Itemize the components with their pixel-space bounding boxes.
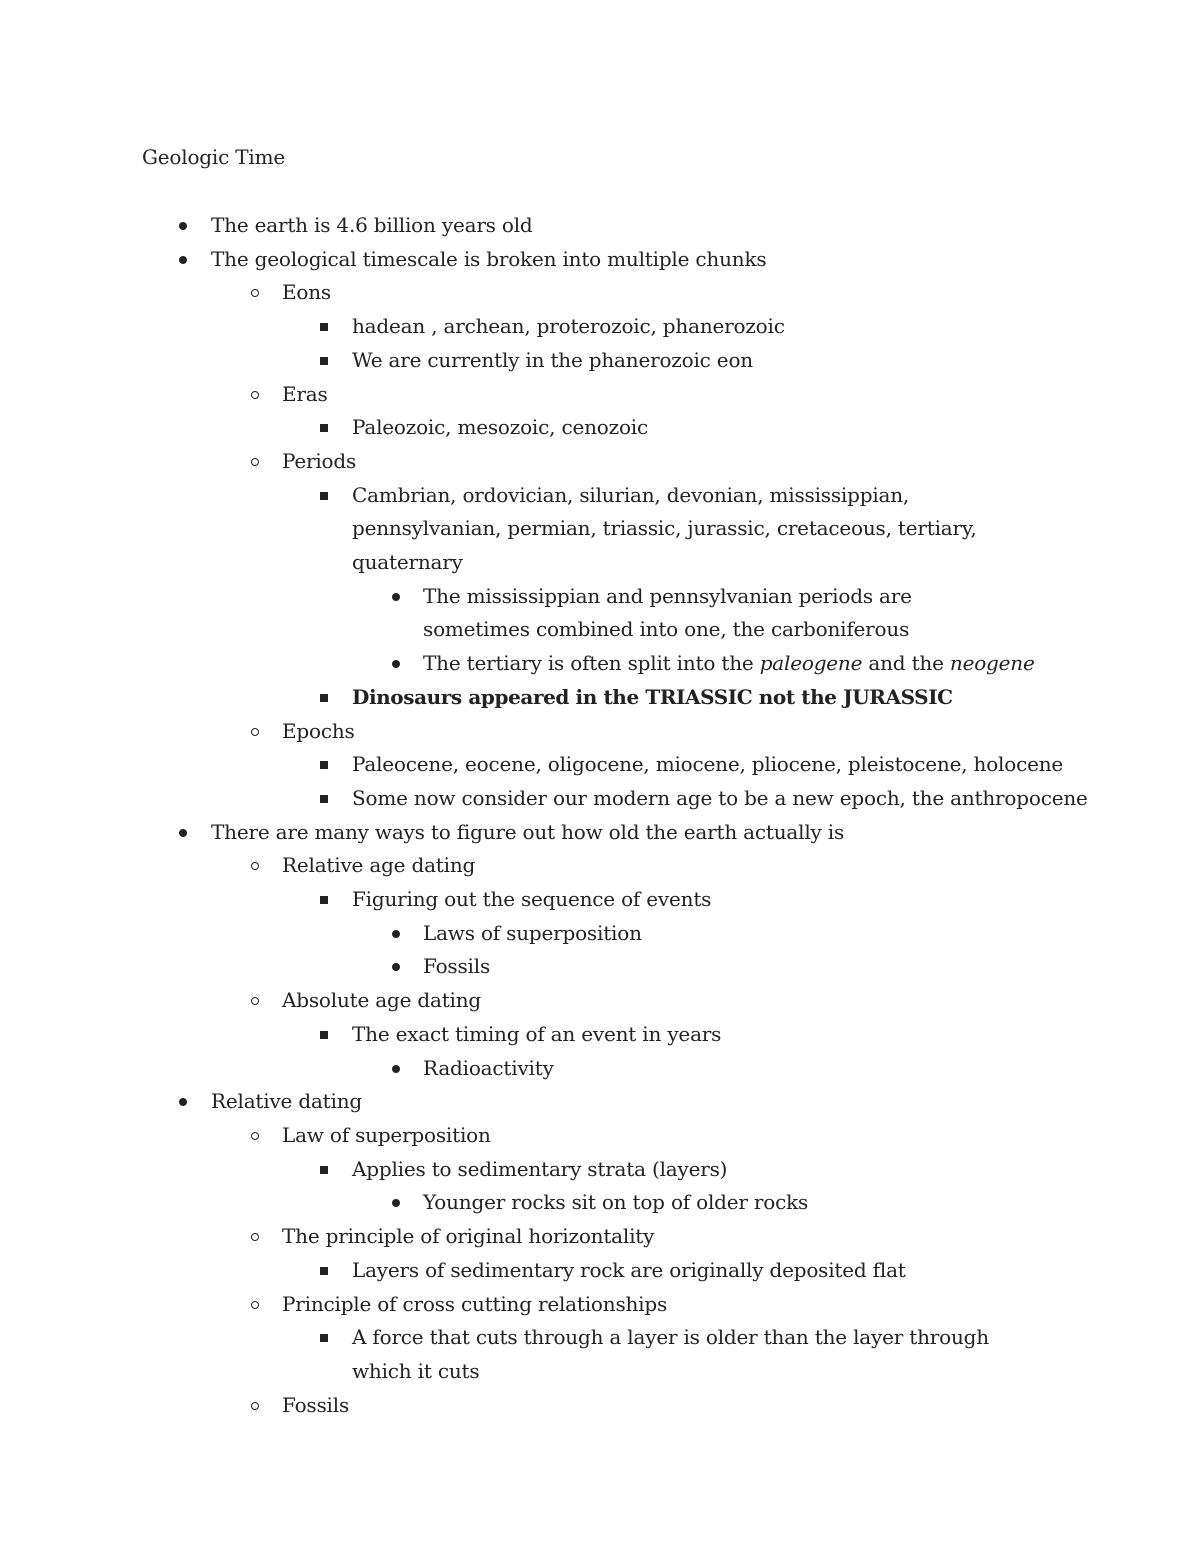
square-bullet-icon <box>320 1031 328 1039</box>
filled-bullet-icon <box>392 1065 400 1073</box>
list-item <box>0 681 1200 715</box>
list-item-text: Radioactivity <box>423 1055 554 1080</box>
list-item-text: A force that cuts through a layer is older than the layer through which it cuts <box>352 1325 989 1383</box>
list-item <box>0 1321 1200 1388</box>
list-item-text: Periods <box>282 448 357 473</box>
list-item <box>0 1186 1200 1220</box>
list-item <box>0 344 1200 378</box>
list-item <box>0 1119 1200 1153</box>
list-item-text <box>423 647 1035 681</box>
list-item <box>0 816 1200 850</box>
list-item <box>0 1153 1200 1187</box>
list-item-text: The exact timing of an event in years <box>352 1021 722 1046</box>
italic-term-neogene: neogene <box>949 651 1035 676</box>
list-item <box>0 580 1200 647</box>
square-bullet-icon <box>320 1166 328 1174</box>
square-bullet-icon <box>320 1334 328 1342</box>
list-item-text: Fossils <box>282 1392 350 1417</box>
list-item <box>0 849 1200 883</box>
filled-bullet-icon <box>392 963 400 971</box>
list-item <box>0 1288 1200 1322</box>
list-item <box>0 1254 1200 1288</box>
hollow-bullet-icon <box>251 391 259 399</box>
hollow-bullet-icon <box>251 458 259 466</box>
list-item-text: Younger rocks sit on top of older rocks <box>423 1190 809 1215</box>
list-item-text: The mississippian and pennsylvanian periods are sometimes combined into one, the carboniferous <box>423 583 912 642</box>
list-item <box>0 984 1200 1018</box>
list-item-text: Laws of superposition <box>423 920 642 945</box>
hollow-bullet-icon <box>251 1132 259 1140</box>
document-title: Geologic Time <box>142 145 285 169</box>
list-item-text: hadean , archean, proterozoic, phanerozoic <box>352 314 785 339</box>
list-item <box>0 917 1200 951</box>
list-item <box>0 883 1200 917</box>
notes-outline <box>0 209 1200 1422</box>
list-item <box>0 276 1200 310</box>
list-item-text: Epochs <box>282 718 355 743</box>
list-item-text: Principle of cross cutting relationships <box>282 1291 668 1316</box>
hollow-bullet-icon <box>251 1301 259 1309</box>
square-bullet-icon <box>320 761 328 769</box>
text-segment: and the <box>862 651 950 676</box>
hollow-bullet-icon <box>251 289 259 297</box>
list-item-text: The geological timescale is broken into multiple chunks <box>211 246 767 271</box>
list-item <box>0 1389 1200 1423</box>
hollow-bullet-icon <box>251 997 259 1005</box>
list-item <box>0 748 1200 782</box>
list-item-text: Cambrian, ordovician, silurian, devonian, mississippian, pennsylvanian, permian, triassic, jurassic, cretaceous, tertiary, quaternary <box>352 482 977 575</box>
list-item-text: Dinosaurs appeared in the TRIASSIC not the JURASSIC <box>352 684 953 709</box>
square-bullet-icon <box>320 357 328 365</box>
list-item-text: Relative dating <box>211 1089 362 1114</box>
list-item <box>0 715 1200 749</box>
list-item-text: Eras <box>282 381 328 406</box>
list-item-text: Eons <box>282 280 331 305</box>
square-bullet-icon <box>320 424 328 432</box>
list-item-text: Paleocene, eocene, oligocene, miocene, pliocene, pleistocene, holocene <box>352 752 1064 777</box>
list-item-text: Fossils <box>423 954 491 979</box>
list-item-text: We are currently in the phanerozoic eon <box>352 347 753 372</box>
square-bullet-icon <box>320 795 328 803</box>
list-item <box>0 1052 1200 1086</box>
list-item-text: Applies to sedimentary strata (layers) <box>352 1156 728 1181</box>
list-item-text: Paleozoic, mesozoic, cenozoic <box>352 415 648 440</box>
hollow-bullet-icon <box>251 1402 259 1410</box>
list-item <box>0 445 1200 479</box>
list-item <box>0 479 1200 580</box>
filled-bullet-icon <box>392 660 400 668</box>
list-item <box>0 647 1200 681</box>
list-item-text: The earth is 4.6 billion years old <box>211 213 533 237</box>
square-bullet-icon <box>320 896 328 904</box>
list-item-text: Law of superposition <box>282 1122 491 1147</box>
filled-bullet-icon <box>392 593 400 601</box>
list-item <box>0 378 1200 412</box>
filled-bullet-icon <box>392 1199 400 1207</box>
filled-bullet-icon <box>179 222 187 230</box>
hollow-bullet-icon <box>251 1233 259 1241</box>
filled-bullet-icon <box>179 256 187 264</box>
list-item <box>0 950 1200 984</box>
square-bullet-icon <box>320 323 328 331</box>
list-item-text: The principle of original horizontality <box>282 1224 655 1249</box>
list-item-text: Absolute age dating <box>282 988 482 1013</box>
hollow-bullet-icon <box>251 728 259 736</box>
list-item <box>0 310 1200 344</box>
filled-bullet-icon <box>179 1098 187 1106</box>
list-item <box>0 411 1200 445</box>
list-item <box>0 1220 1200 1254</box>
list-item-text: Relative age dating <box>282 853 476 878</box>
list-item-text: Layers of sedimentary rock are originally deposited flat <box>352 1257 906 1282</box>
text-segment: The tertiary is often split into the <box>423 651 760 676</box>
filled-bullet-icon <box>179 829 187 837</box>
list-item <box>0 209 1200 243</box>
list-item-text: Figuring out the sequence of events <box>352 887 712 912</box>
square-bullet-icon <box>320 492 328 500</box>
list-item-text: There are many ways to figure out how old the earth actually is <box>211 819 845 844</box>
square-bullet-icon <box>320 1267 328 1275</box>
list-item <box>0 1018 1200 1052</box>
list-item <box>0 1085 1200 1119</box>
square-bullet-icon <box>320 694 328 702</box>
filled-bullet-icon <box>392 930 400 938</box>
list-item <box>0 243 1200 277</box>
list-item <box>0 782 1200 816</box>
list-item-text: Some now consider our modern age to be a new epoch, the anthropocene <box>352 785 1088 810</box>
hollow-bullet-icon <box>251 862 259 870</box>
italic-term-paleogene: paleogene <box>759 651 863 676</box>
